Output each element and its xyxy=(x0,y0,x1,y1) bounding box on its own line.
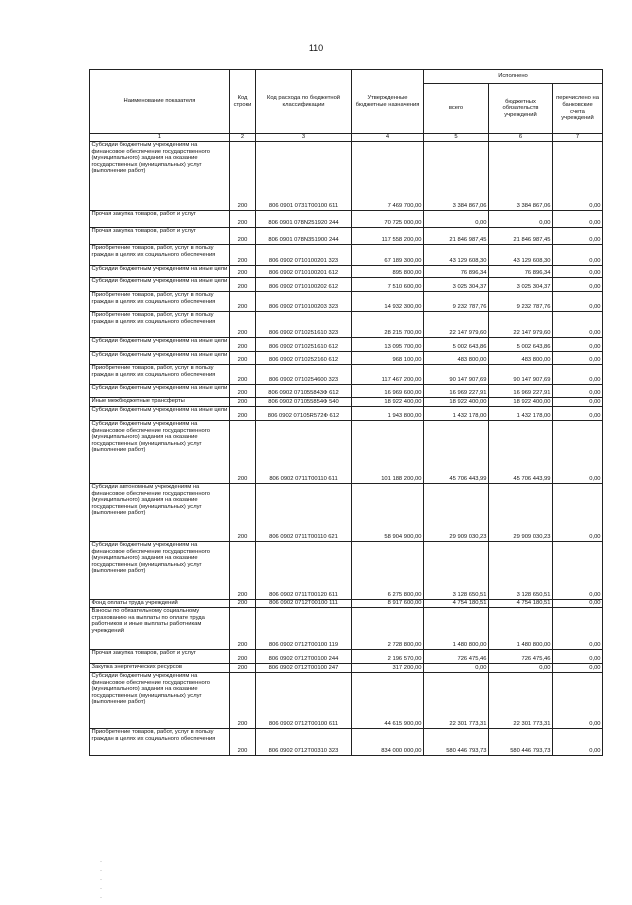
budget-execution-table xyxy=(89,69,603,756)
table-row xyxy=(90,600,603,608)
table-row xyxy=(90,352,603,365)
approved-amount: 101 188 200,00 xyxy=(352,421,424,484)
executed-institutions: 21 846 987,45 xyxy=(489,228,553,245)
indicator-name: Субсидии бюджетным учреждениям на финансовое обеспечение государственного (муниципального) задания на оказание государственных (муниципальных) услуг (выполнение работ) xyxy=(90,542,230,600)
budget-code: 806 0902 07105R572Ф 612 xyxy=(256,407,352,421)
budget-code: 806 0902 0711Т00110 611 xyxy=(256,421,352,484)
indicator-name: Субсидии бюджетным учреждениям на финансовое обеспечение государственного (муниципального) задания на оказание государственных (муниципальных) услуг (выполнение работ) xyxy=(90,142,230,211)
indicator-name: Взносы по обязательному социальному страхованию на выплаты по оплате труда работников и иные выплаты работникам учреждений xyxy=(90,608,230,650)
indicator-name: Приобретение товаров, работ, услуг в пользу граждан в целях их социального обеспечения xyxy=(90,729,230,756)
executed-bank: 0,00 xyxy=(553,365,603,385)
budget-code: 806 0902 0710254600 323 xyxy=(256,365,352,385)
executed-institutions: 22 147 979,60 xyxy=(489,312,553,338)
budget-code: 806 0902 0712Т00100 111 xyxy=(256,600,352,608)
line-code: 200 xyxy=(230,278,256,292)
indicator-name: Прочая закупка товаров, работ и услуг xyxy=(90,650,230,664)
executed-institutions: 29 909 030,23 xyxy=(489,484,553,542)
executed-bank: 0,00 xyxy=(553,266,603,278)
table-row xyxy=(90,542,603,600)
executed-bank: 0,00 xyxy=(553,664,603,673)
executed-bank: 0,00 xyxy=(553,542,603,600)
executed-bank: 0,00 xyxy=(553,312,603,338)
indicator-name: Прочая закупка товаров, работ и услуг xyxy=(90,228,230,245)
executed-institutions: 16 969 227,91 xyxy=(489,385,553,398)
table-row xyxy=(90,484,603,542)
column-number: 3 xyxy=(256,134,352,142)
executed-institutions: 3 025 304,37 xyxy=(489,278,553,292)
executed-total: 45 706 443,99 xyxy=(424,421,489,484)
line-code: 200 xyxy=(230,266,256,278)
line-code: 200 xyxy=(230,729,256,756)
approved-amount: 317 200,00 xyxy=(352,664,424,673)
table-row xyxy=(90,608,603,650)
executed-institutions: 4 754 180,51 xyxy=(489,600,553,608)
approved-amount: 7 469 700,00 xyxy=(352,142,424,211)
approved-amount: 16 969 600,00 xyxy=(352,385,424,398)
line-code: 200 xyxy=(230,484,256,542)
header-name: Наименование показателя xyxy=(90,70,230,134)
header-executed: Исполнено xyxy=(424,70,603,84)
executed-institutions: 580 446 793,73 xyxy=(489,729,553,756)
line-code: 200 xyxy=(230,352,256,365)
line-code: 200 xyxy=(230,398,256,407)
executed-total: 1 480 800,00 xyxy=(424,608,489,650)
column-number: 6 xyxy=(489,134,553,142)
indicator-name: Субсидии бюджетным учреждениям на иные цели xyxy=(90,385,230,398)
indicator-name: Закупка энергетических ресурсов xyxy=(90,664,230,673)
approved-amount: 968 100,00 xyxy=(352,352,424,365)
budget-code: 806 0902 0712Т00100 119 xyxy=(256,608,352,650)
executed-institutions: 1 480 800,00 xyxy=(489,608,553,650)
line-code: 200 xyxy=(230,338,256,352)
table-row xyxy=(90,365,603,385)
budget-code: 806 0901 0731Т00100 611 xyxy=(256,142,352,211)
indicator-name: Субсидии бюджетным учреждениям на иные цели xyxy=(90,352,230,365)
table-row xyxy=(90,398,603,407)
budget-code: 806 0901 078N351900 244 xyxy=(256,228,352,245)
executed-bank: 0,00 xyxy=(553,228,603,245)
executed-institutions: 9 232 787,76 xyxy=(489,292,553,312)
executed-bank: 0,00 xyxy=(553,484,603,542)
executed-bank: 0,00 xyxy=(553,650,603,664)
line-code: 200 xyxy=(230,407,256,421)
line-code: 200 xyxy=(230,542,256,600)
executed-bank: 0,00 xyxy=(553,245,603,266)
table-row xyxy=(90,338,603,352)
budget-code: 806 0902 0710100202 612 xyxy=(256,278,352,292)
approved-amount: 117 558 200,00 xyxy=(352,228,424,245)
executed-bank: 0,00 xyxy=(553,421,603,484)
column-number: 2 xyxy=(230,134,256,142)
table-row xyxy=(90,228,603,245)
executed-institutions: 22 301 773,31 xyxy=(489,673,553,729)
executed-total: 43 129 608,30 xyxy=(424,245,489,266)
line-code: 200 xyxy=(230,608,256,650)
approved-amount: 58 904 900,00 xyxy=(352,484,424,542)
executed-total: 580 446 793,73 xyxy=(424,729,489,756)
table-row xyxy=(90,673,603,729)
executed-total: 0,00 xyxy=(424,664,489,673)
indicator-name: Субсидии бюджетным учреждениям на иные цели xyxy=(90,278,230,292)
executed-total: 0,00 xyxy=(424,211,489,228)
executed-bank: 0,00 xyxy=(553,292,603,312)
executed-total: 76 896,34 xyxy=(424,266,489,278)
line-code: 200 xyxy=(230,211,256,228)
approved-amount: 70 725 000,00 xyxy=(352,211,424,228)
budget-code: 806 0902 0710100201 323 xyxy=(256,245,352,266)
line-code: 200 xyxy=(230,292,256,312)
column-number: 4 xyxy=(352,134,424,142)
budget-code: 806 0902 0710100201 612 xyxy=(256,266,352,278)
line-code: 200 xyxy=(230,228,256,245)
executed-institutions: 5 002 643,86 xyxy=(489,338,553,352)
executed-institutions: 726 475,46 xyxy=(489,650,553,664)
executed-institutions: 45 706 443,99 xyxy=(489,421,553,484)
executed-total: 9 232 787,76 xyxy=(424,292,489,312)
indicator-name: Приобретение товаров, работ, услуг в пользу граждан в целях их социального обеспечения xyxy=(90,365,230,385)
indicator-name: Субсидии бюджетным учреждениям на иные цели xyxy=(90,407,230,421)
line-code: 200 xyxy=(230,312,256,338)
indicator-name: Субсидии бюджетным учреждениям на иные цели xyxy=(90,266,230,278)
column-number: 7 xyxy=(553,134,603,142)
approved-amount: 18 922 400,00 xyxy=(352,398,424,407)
approved-amount: 117 467 200,00 xyxy=(352,365,424,385)
executed-bank: 0,00 xyxy=(553,278,603,292)
line-code: 200 xyxy=(230,421,256,484)
approved-amount: 67 189 300,00 xyxy=(352,245,424,266)
approved-amount: 1 943 800,00 xyxy=(352,407,424,421)
budget-code: 806 0902 0711Т00120 611 xyxy=(256,542,352,600)
indicator-name: Приобретение товаров, работ, услуг в пользу граждан в целях их социального обеспечения xyxy=(90,292,230,312)
column-number: 5 xyxy=(424,134,489,142)
indicator-name: Иные межбюджетные трансферты xyxy=(90,398,230,407)
executed-bank: 0,00 xyxy=(553,142,603,211)
line-code: 200 xyxy=(230,673,256,729)
executed-institutions: 0,00 xyxy=(489,211,553,228)
page-number: 110 xyxy=(308,43,324,53)
executed-bank: 0,00 xyxy=(553,600,603,608)
table-row xyxy=(90,292,603,312)
indicator-name: Приобретение товаров, работ, услуг в пользу граждан в целях их социального обеспечения xyxy=(90,312,230,338)
executed-total: 21 846 987,45 xyxy=(424,228,489,245)
executed-bank: 0,00 xyxy=(553,673,603,729)
table-row xyxy=(90,211,603,228)
indicator-name: Субсидии бюджетным учреждениям на иные цели xyxy=(90,338,230,352)
approved-amount: 895 800,00 xyxy=(352,266,424,278)
approved-amount: 6 275 800,00 xyxy=(352,542,424,600)
table-row xyxy=(90,385,603,398)
budget-code: 806 0902 0712Т00310 323 xyxy=(256,729,352,756)
executed-institutions: 0,00 xyxy=(489,664,553,673)
executed-bank: 0,00 xyxy=(553,385,603,398)
executed-institutions: 18 922 400,00 xyxy=(489,398,553,407)
line-code: 200 xyxy=(230,385,256,398)
executed-total: 16 969 227,91 xyxy=(424,385,489,398)
column-number-row xyxy=(90,134,603,142)
approved-amount: 834 000 000,00 xyxy=(352,729,424,756)
executed-total: 29 909 030,23 xyxy=(424,484,489,542)
line-code: 200 xyxy=(230,245,256,266)
table-row xyxy=(90,312,603,338)
budget-code: 806 0901 078N251920 244 xyxy=(256,211,352,228)
approved-amount: 14 932 300,00 xyxy=(352,292,424,312)
line-code: 200 xyxy=(230,650,256,664)
margin-marks: · · · · · xyxy=(100,859,102,901)
budget-code: 806 0902 0711Т00110 621 xyxy=(256,484,352,542)
budget-code: 806 0902 0712Т00100 247 xyxy=(256,664,352,673)
table-header xyxy=(90,70,603,142)
line-code: 200 xyxy=(230,664,256,673)
executed-total: 483 800,00 xyxy=(424,352,489,365)
indicator-name: Приобретение товаров, работ, услуг в пользу граждан в целях их социального обеспечения xyxy=(90,245,230,266)
executed-total: 22 301 773,31 xyxy=(424,673,489,729)
table-row xyxy=(90,664,603,673)
approved-amount: 28 215 700,00 xyxy=(352,312,424,338)
executed-total: 3 384 867,06 xyxy=(424,142,489,211)
line-code: 200 xyxy=(230,142,256,211)
budget-code: 806 0902 071055843Ф 612 xyxy=(256,385,352,398)
table-row xyxy=(90,245,603,266)
executed-total: 5 002 643,86 xyxy=(424,338,489,352)
executed-total: 3 025 304,37 xyxy=(424,278,489,292)
executed-institutions: 90 147 907,69 xyxy=(489,365,553,385)
header-institutions: бюджетных обязательств учреждений xyxy=(489,84,553,134)
column-number: 1 xyxy=(90,134,230,142)
executed-institutions: 3 128 650,51 xyxy=(489,542,553,600)
executed-total: 1 432 178,00 xyxy=(424,407,489,421)
executed-bank: 0,00 xyxy=(553,407,603,421)
executed-institutions: 1 432 178,00 xyxy=(489,407,553,421)
budget-code: 806 0902 0710252160 612 xyxy=(256,352,352,365)
header-total: всего xyxy=(424,84,489,134)
executed-bank: 0,00 xyxy=(553,352,603,365)
indicator-name: Прочая закупка товаров, работ и услуг xyxy=(90,211,230,228)
line-code: 200 xyxy=(230,365,256,385)
indicator-name: Субсидии бюджетным учреждениям на финансовое обеспечение государственного (муниципального) задания на оказание государственных (муниципальных) услуг (выполнение работ) xyxy=(90,421,230,484)
executed-total: 90 147 907,69 xyxy=(424,365,489,385)
executed-institutions: 76 896,34 xyxy=(489,266,553,278)
executed-bank: 0,00 xyxy=(553,729,603,756)
indicator-name: Субсидии бюджетным учреждениям на финансовое обеспечение государственного (муниципального) задания на оказание государственных (муниципальных) услуг (выполнение работ) xyxy=(90,673,230,729)
executed-bank: 0,00 xyxy=(553,398,603,407)
executed-bank: 0,00 xyxy=(553,211,603,228)
budget-code: 806 0902 071055854Ф 540 xyxy=(256,398,352,407)
budget-code: 806 0902 0710251610 323 xyxy=(256,312,352,338)
executed-bank: 0,00 xyxy=(553,608,603,650)
indicator-name: Фонд оплаты труда учреждений xyxy=(90,600,230,608)
executed-total: 726 475,46 xyxy=(424,650,489,664)
table-row xyxy=(90,729,603,756)
header-line-code: Код строки xyxy=(230,70,256,134)
approved-amount: 13 095 700,00 xyxy=(352,338,424,352)
table-row xyxy=(90,266,603,278)
approved-amount: 44 615 900,00 xyxy=(352,673,424,729)
executed-institutions: 43 129 608,30 xyxy=(489,245,553,266)
budget-code: 806 0902 0712Т00100 611 xyxy=(256,673,352,729)
approved-amount: 2 728 800,00 xyxy=(352,608,424,650)
approved-amount: 8 917 600,00 xyxy=(352,600,424,608)
table-body xyxy=(90,142,603,756)
table-row xyxy=(90,407,603,421)
table-row xyxy=(90,650,603,664)
table-row xyxy=(90,142,603,211)
executed-total: 3 128 650,51 xyxy=(424,542,489,600)
budget-code: 806 0902 0710251610 612 xyxy=(256,338,352,352)
line-code: 200 xyxy=(230,600,256,608)
header-approved: Утвержденные бюджетные назначения xyxy=(352,70,424,134)
executed-total: 4 754 180,51 xyxy=(424,600,489,608)
header-budget-code: Код расхода по бюджетной классификации xyxy=(256,70,352,134)
indicator-name: Субсидии автономным учреждениям на финансовое обеспечение государственного (муниципального) задания на оказание государственных (муниципальных) услуг (выполнение работ) xyxy=(90,484,230,542)
budget-code: 806 0902 0712Т00100 244 xyxy=(256,650,352,664)
executed-total: 22 147 979,60 xyxy=(424,312,489,338)
header-bank: перечислено на банковские счета учреждений xyxy=(553,84,603,134)
executed-total: 18 922 400,00 xyxy=(424,398,489,407)
approved-amount: 2 196 570,00 xyxy=(352,650,424,664)
approved-amount: 7 510 600,00 xyxy=(352,278,424,292)
executed-institutions: 3 384 867,06 xyxy=(489,142,553,211)
table-row xyxy=(90,421,603,484)
executed-institutions: 483 800,00 xyxy=(489,352,553,365)
budget-code: 806 0902 0710100203 323 xyxy=(256,292,352,312)
executed-bank: 0,00 xyxy=(553,338,603,352)
table-row xyxy=(90,278,603,292)
